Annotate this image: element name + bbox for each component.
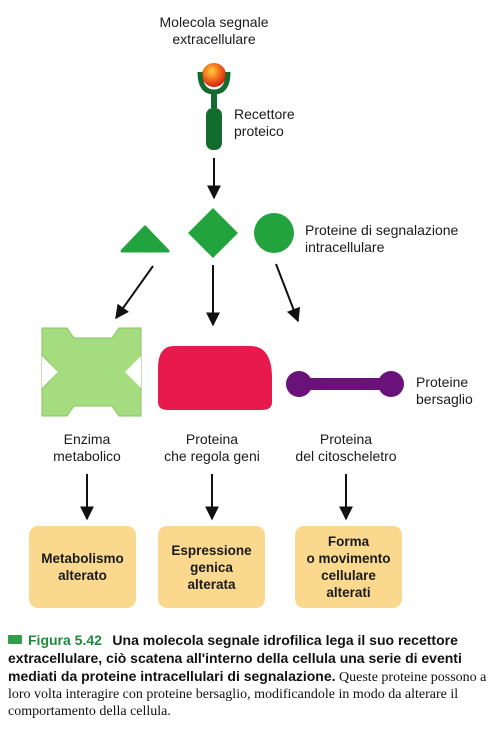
enzyme-label: Enzima metabolico xyxy=(53,431,121,464)
triangle-signal-protein xyxy=(122,227,168,251)
outcome-metabolism xyxy=(29,526,136,608)
figure-icon xyxy=(8,635,22,644)
diamond-signal-protein xyxy=(188,208,238,258)
signal-molecule-label: Molecola segnale extracellulare xyxy=(159,14,269,47)
outcome-gene-expression-text: Espressione genica alterata xyxy=(171,542,252,592)
receptor-label: Recettore proteico xyxy=(234,106,295,139)
cytoskeleton-label: Proteina del citoscheletro xyxy=(295,431,397,464)
outcome-shape-movement xyxy=(295,526,402,608)
arrow-to-enzyme xyxy=(116,266,153,318)
target-proteins-label: Proteine bersaglio xyxy=(416,374,473,407)
figure-number: Figura 5.42 xyxy=(28,632,102,648)
figure-caption xyxy=(8,632,494,720)
gene-regulator-label: Proteina che regola geni xyxy=(164,431,260,464)
circle-signal-protein xyxy=(254,213,294,253)
outcome-shape-movement-text: Forma o movimento cellulare alterati xyxy=(306,534,391,600)
gene-regulatory-protein xyxy=(158,346,272,410)
caption-regular-text: Queste proteine possono a loro volta interagire con proteine bersaglio, modificandole in modo da alterare il comportamento della cellula. xyxy=(8,670,487,719)
caption-bold-text: Una molecola segnale idrofilica lega il suo recettore extracellulare, ciò scatena all'interno della cellula una serie di eventi mediati da proteine intracellulari di segnalazione. xyxy=(8,632,462,684)
outcome-gene-expression xyxy=(158,526,265,608)
signal-molecule xyxy=(202,63,226,87)
cytoskeletal-protein xyxy=(286,371,404,397)
intracellular-proteins-label: Proteine di segnalazione intracellulare xyxy=(305,222,459,255)
outcome-metabolism-text: Metabolismo alterato xyxy=(41,551,124,583)
arrow-to-cytoskeleton xyxy=(276,264,298,321)
